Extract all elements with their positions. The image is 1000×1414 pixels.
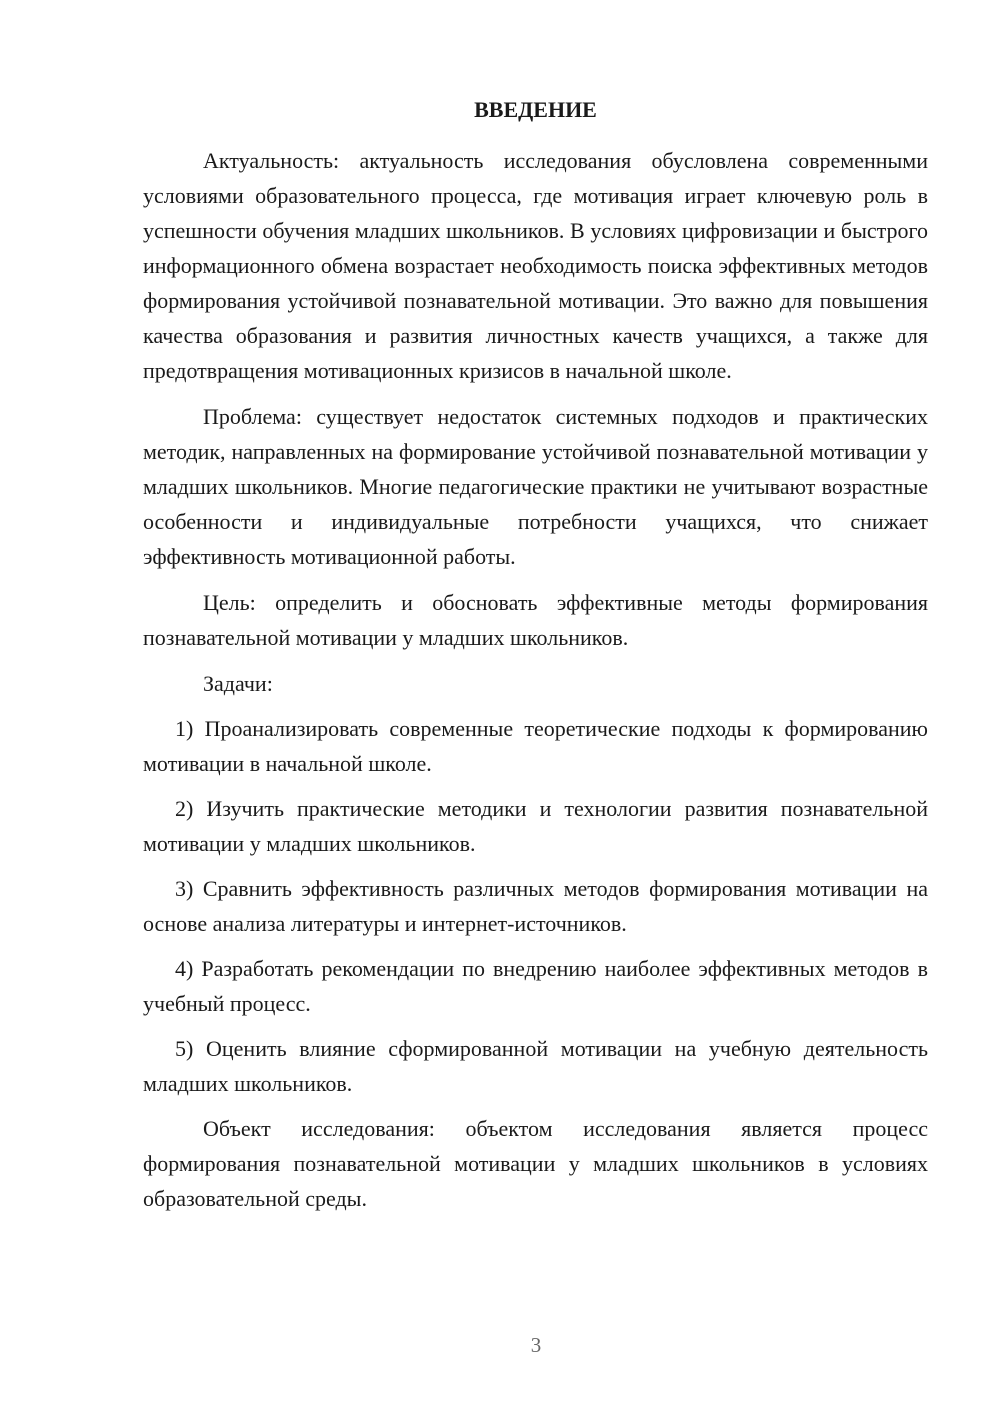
goal-paragraph: Цель: определить и обосновать эффективные методы формирования познавательной мотивации у младших школьников.	[143, 590, 928, 650]
tasks-label: Задачи:	[203, 671, 273, 696]
page-title: ВВЕДЕНИЕ	[474, 97, 597, 122]
page-number: 3	[530, 1333, 542, 1357]
task-item: 1) Проанализировать современные теоретические подходы к формированию мотивации в начальной школе.	[143, 716, 928, 776]
task-item: 4) Разработать рекомендации по внедрению наиболее эффективных методов в учебный процесс.	[143, 956, 928, 1016]
object-paragraph: Объект исследования: объектом исследования является процесс формирования познавательной мотивации у младших школьников в условиях образовательной среды.	[143, 1116, 928, 1211]
task-item: 2) Изучить практические методики и технологии развития познавательной мотивации у младших школьников.	[143, 796, 928, 856]
page-content	[143, 94, 928, 1227]
problem-paragraph: Проблема: существует недостаток системных подходов и практических методик, направленных на формирование устойчивой познавательной мотивации у младших школьников. Многие педагогические практики не учитывают возрастные особенности и индивидуальные потребности учащихся, что снижает эффективность мотивационной работы.	[143, 404, 928, 569]
relevance-paragraph: Актуальность: актуальность исследования обусловлена современными условиями образовательного процесса, где мотивация играет ключевую роль в успешности обучения младших школьников. В условиях цифровизации и быстрого информационного обмена возрастает необходимость поиска эффективных методов формирования устойчивой познавательной мотивации. Это важно для повышения качества образования и развития личностных качеств учащихся, а также для предотвращения мотивационных кризисов в начальной школе.	[143, 148, 928, 383]
task-item: 3) Сравнить эффективность различных методов формирования мотивации на основе анализа литературы и интернет-источников.	[143, 876, 928, 936]
task-item: 5) Оценить влияние сформированной мотивации на учебную деятельность младших школьников.	[143, 1036, 928, 1096]
